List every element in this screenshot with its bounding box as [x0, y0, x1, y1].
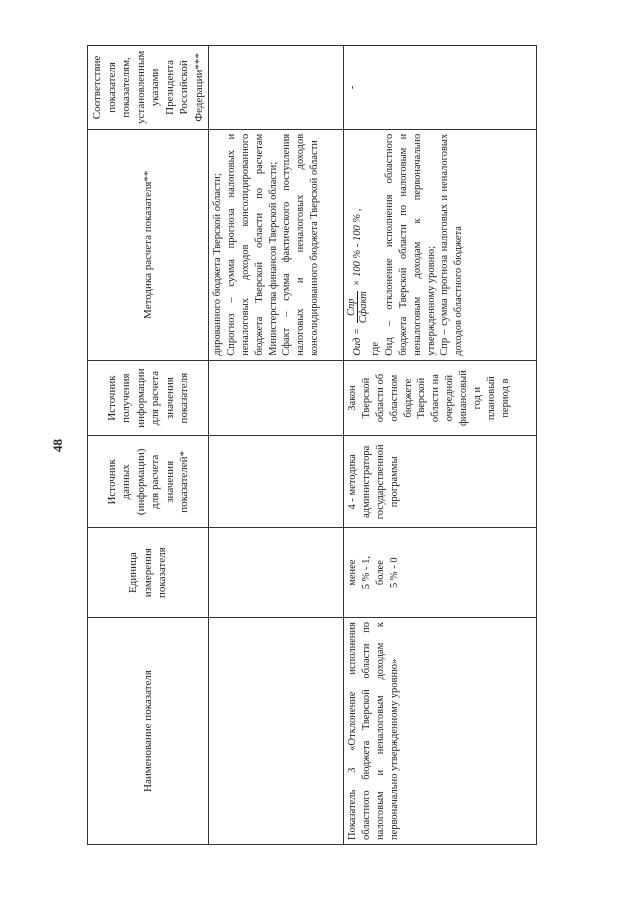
page-number: 48 [50, 439, 65, 452]
row1-compliance-cell [209, 46, 344, 130]
row2-name-cell: Показатель 3 «Отклонение исполнения областного бюджета Тверской области по налоговым и неналоговым доходам к первоначально утвержденному уровню» [344, 618, 537, 845]
where-label: где [370, 341, 382, 356]
unit-line: 5 % - 1, [360, 556, 372, 590]
method-line: Спр – сумма прогноза налоговых и неналоговых доходов областного бюджета [439, 133, 465, 356]
rotated-table-sheet [87, 45, 587, 845]
header-compliance: Соответствие показателя показателям, установленным указами Президента Российской Федерации*** [88, 46, 209, 130]
formula [346, 134, 369, 356]
row2-unit-cell [344, 528, 537, 618]
header-method: Методика расчета показателя** [88, 129, 209, 360]
method-line: Сфакт – сумма фактического поступления налоговых и неналоговых доходов консолидированного бюджета Тверской области [281, 133, 321, 356]
unit-line: 5 % - 0 [388, 557, 400, 588]
header-name: Наименование показателя [88, 618, 209, 845]
method-line: дированного бюджета Тверской области; [212, 173, 224, 356]
formula-lhs: Оид = [352, 327, 364, 356]
indicators-table [87, 45, 537, 845]
row2-source-data-cell: 4 - методика администратора государственной программы [344, 436, 537, 528]
formula-numerator: Спр [346, 291, 358, 323]
unit-line: менее [347, 559, 359, 586]
table-header-row [88, 46, 209, 845]
formula-denominator: Сфакт [358, 291, 370, 324]
table-row [209, 46, 344, 845]
formula-rhs: × 100 % - 100 % , [352, 208, 364, 287]
header-source-data: Источник данных (информации) для расчета значения показателей* [88, 436, 209, 528]
row1-unit-cell [209, 528, 344, 618]
row1-method-cell [209, 129, 344, 360]
row1-source-info-cell [209, 360, 344, 436]
row1-source-data-cell [209, 436, 344, 528]
method-line: Оид – отклонение исполнения областного бюджета Тверской области по налоговым и неналоговым доходам к первоначально утвержденному уровню; [384, 133, 437, 356]
method-line: Спрогноз – сумма прогноза налоговых и неналоговых доходов консолидированного бюджета Тверской области по расчетам Министерства финансов Тверской области; [225, 133, 279, 356]
header-unit: Единица измерения показателя [88, 528, 209, 618]
row1-name-cell [209, 618, 344, 845]
table-row [344, 46, 537, 845]
row2-source-info-cell: Закон Тверской области об областном бюджете Тверской области на очередной финансовый год и плановый период в [344, 360, 537, 436]
header-source-info: Источник получения информации для расчета значения показателя [88, 360, 209, 436]
row2-method-cell [344, 129, 537, 360]
unit-line: более [374, 560, 386, 586]
formula-fraction [346, 291, 369, 323]
row2-compliance-cell: - [344, 46, 537, 130]
